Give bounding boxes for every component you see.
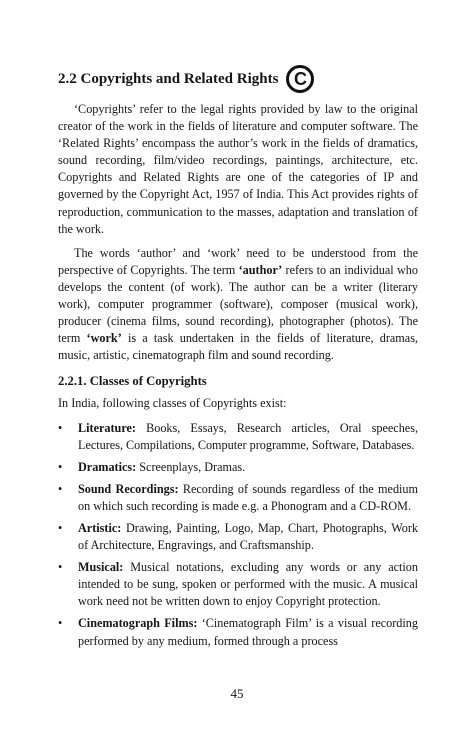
list-item-cinematograph-films: • Cinematograph Films: ‘Cinematograph Film’ is a visual recording performed by any medium, formed through a process bbox=[58, 616, 418, 648]
bullet-icon: • bbox=[58, 459, 63, 474]
bullet-icon: • bbox=[58, 520, 63, 535]
term-work: ‘work’ bbox=[86, 331, 122, 346]
copyright-classes-list bbox=[58, 420, 418, 650]
bullet-icon: • bbox=[58, 616, 63, 631]
section-heading: 2.2 Copyrights and Related Rights bbox=[58, 70, 279, 87]
paragraph-copyrights-definition: ‘Copyrights’ refer to the legal rights provided by law to the original creator of the work in the fields of literature and computer software. The ‘Related Rights’ encompass the author’s work in the fields of dramatics, sound recording, film/video recordings, paintings, architecture, etc. Copyrights and Related Rights are one of the categories of IP and governed by the Copyright Act, 1957 of India. This Act provides rights of reproduction, communication to the masses, adaptation and translation of the work. bbox=[58, 102, 418, 236]
bullet-icon: • bbox=[58, 560, 63, 575]
list-item-sound-recordings: • Sound Recordings: Recording of sounds regardless of the medium on which such recording is made e.g. a Phonogram and a CD-ROM. bbox=[58, 481, 418, 513]
list-item-musical: • Musical: Musical notations, excluding any words or any action intended to be sung, spoken or performed with the music. A musical work need not be written down to enjoy Copyright protection. bbox=[58, 560, 418, 609]
term-author: ‘author’ bbox=[238, 262, 283, 277]
section-heading-row bbox=[58, 62, 418, 96]
subsection-heading: 2.2.1. Classes of Copyrights bbox=[58, 374, 207, 389]
bullet-icon: • bbox=[58, 481, 63, 496]
bullet-icon: • bbox=[58, 420, 63, 435]
copyright-icon: C bbox=[286, 65, 314, 93]
list-item-literature: • Literature: Books, Essays, Research articles, Oral speeches, Lectures, Compilations, Computer programme, Software, Databases. bbox=[58, 420, 418, 452]
book-page bbox=[58, 62, 418, 655]
subsection-intro: In India, following classes of Copyrights exist: bbox=[58, 396, 287, 411]
list-item-dramatics: • Dramatics: Screenplays, Dramas. bbox=[58, 459, 418, 476]
list-item-artistic: • Artistic: Drawing, Painting, Logo, Map, Chart, Photographs, Work of Architecture, Engravings, and Craftsmanship. bbox=[58, 520, 418, 553]
page-number: 45 bbox=[230, 686, 244, 701]
paragraph-author-work: The words ‘author’ and ‘work’ need to be understood from the perspective of Copyrights. The term ‘author’ refers to an individual who develops the content (of work). The author can be a writer (literary work), computer programmer (software), composer (musical work), producer (cinema films, sound recording), photographer (photos). The term ‘work’ is a task undertaken in the fields of literature, dramas, music, artistic, cinematograph film and sound recording. bbox=[58, 245, 418, 363]
